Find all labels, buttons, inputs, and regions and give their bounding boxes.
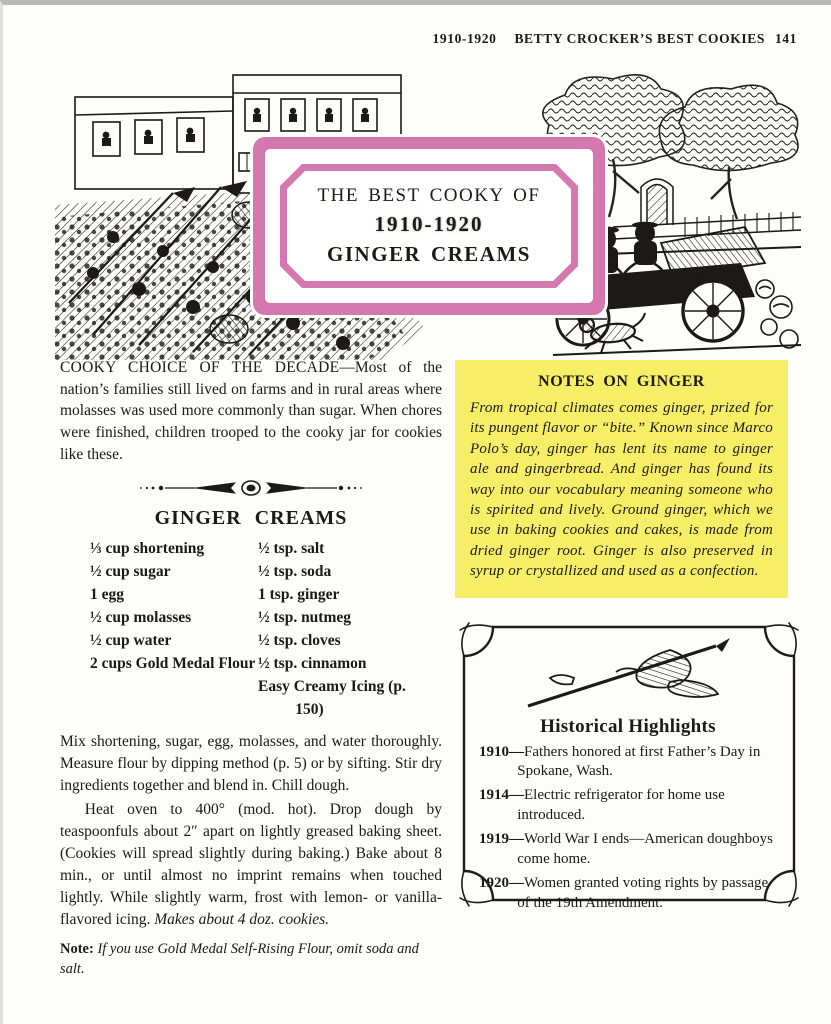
- yield-note: Makes about 4 doz. cookies.: [154, 910, 330, 928]
- note-text: If you use Gold Medal Self-Rising Flour, omit soda and salt.: [60, 940, 419, 978]
- ingredient: ½ cup water: [90, 632, 172, 650]
- historical-entry: 1910—Fathers honored at first Father’s Day in Spokane, Wash.: [479, 743, 761, 780]
- historical-entry: 1919—World War I ends—American doughboys come home.: [479, 831, 773, 868]
- ingredient: Easy Creamy Icing (p. 150): [258, 678, 406, 718]
- ingredient-list: [90, 538, 442, 722]
- historical-highlights-box: [455, 618, 803, 912]
- intro-lead: COOKY CHOICE OF THE DECADE: [60, 359, 340, 376]
- ingredient-column-right: [258, 538, 436, 722]
- sign-line-3: GINGER CREAMS: [327, 242, 531, 266]
- note-label: Note:: [60, 940, 94, 957]
- waving-flag-icon: [520, 632, 736, 712]
- direction-step-2: Heat oven to 400° (mod. hot). Drop dough by teaspoonfuls about 2″ apart on lightly greased baking sheet. (Cookies will spread slightly during baking.) Bake about 8 min., or until almost no imprint remains when touched lightly. While slightly warm, frost with lemon- or vanilla-flavored icing. Makes about 4 doz. cookies.: [60, 800, 442, 928]
- exhaust-puffs-icon: [756, 280, 798, 348]
- ingredient: ½ tsp. cloves: [258, 632, 341, 650]
- ingredient: ½ tsp. salt: [258, 540, 325, 558]
- ingredient: ½ tsp. nutmeg: [258, 609, 352, 627]
- sign-line-2: 1910-1920: [374, 212, 484, 236]
- historical-entry: 1920—Women granted voting rights by passage of the 19th Amendment.: [479, 875, 769, 912]
- ingredient: 1 egg: [90, 586, 125, 604]
- recipe-title: GINGER CREAMS: [154, 507, 348, 530]
- ornament-divider-icon: [135, 479, 367, 497]
- historical-highlights-title: Historical Highlights: [540, 715, 716, 737]
- historical-entry: 1914—Electric refrigerator for home use introduced.: [479, 787, 725, 824]
- ingredient: 2 cups Gold Medal Flour: [90, 655, 256, 673]
- intro-body: —Most of the nation’s families still lived on farms and in rural areas where molasses was used more commonly than sugar. When chores were finished, children trooped to the cooky jar for cookies like these.: [60, 359, 442, 463]
- ingredient: ½ cup sugar: [90, 563, 171, 581]
- directions: [60, 731, 442, 931]
- recipe-note: [60, 939, 442, 980]
- decade-intro-paragraph: [60, 357, 442, 465]
- ingredient: 1 tsp. ginger: [258, 586, 340, 604]
- ingredient-column-left: [90, 538, 258, 722]
- ingredient: ½ cup molasses: [90, 609, 192, 627]
- chapter-era: 1910-1920: [432, 31, 497, 46]
- ingredient: ⅓ cup shortening: [90, 540, 205, 558]
- parade-illustration: [53, 67, 801, 360]
- notes-on-ginger-body: From tropical climates comes ginger, prized for its pungent flavor or “bite.” Known since Marco Polo’s day, ginger has lent its name to ginger ale and gingerbread. And ginger has found its way into our vocabulary meaning someone who is spirited and lively. Ground ginger, which we use in baking cookies and cakes, is made from dried ginger root. Ginger is also preserved in syrup or crystallized and used as a confection.: [470, 400, 774, 580]
- running-dog-icon: [577, 313, 645, 353]
- ingredient: ½ tsp. cinnamon: [258, 655, 367, 673]
- direction-step-1: Mix shortening, sugar, egg, molasses, and water thoroughly. Measure flour by dipping method (p. 5) or by sifting. Stir dry ingredients together and blend in. Chill dough.: [60, 732, 442, 794]
- recipe-column: [60, 357, 442, 994]
- notes-on-ginger-box: [455, 360, 788, 598]
- sidebar-column: [455, 357, 803, 994]
- ingredient: ½ tsp. soda: [258, 563, 332, 581]
- running-head: [433, 31, 797, 47]
- decade-sign: [253, 137, 605, 315]
- book-title: BETTY CROCKER’S BEST COOKIES: [514, 31, 765, 46]
- sign-line-1: THE BEST COOKY OF: [317, 185, 541, 206]
- page-number: 141: [774, 31, 797, 46]
- notes-on-ginger-title: NOTES ON GINGER: [538, 373, 705, 390]
